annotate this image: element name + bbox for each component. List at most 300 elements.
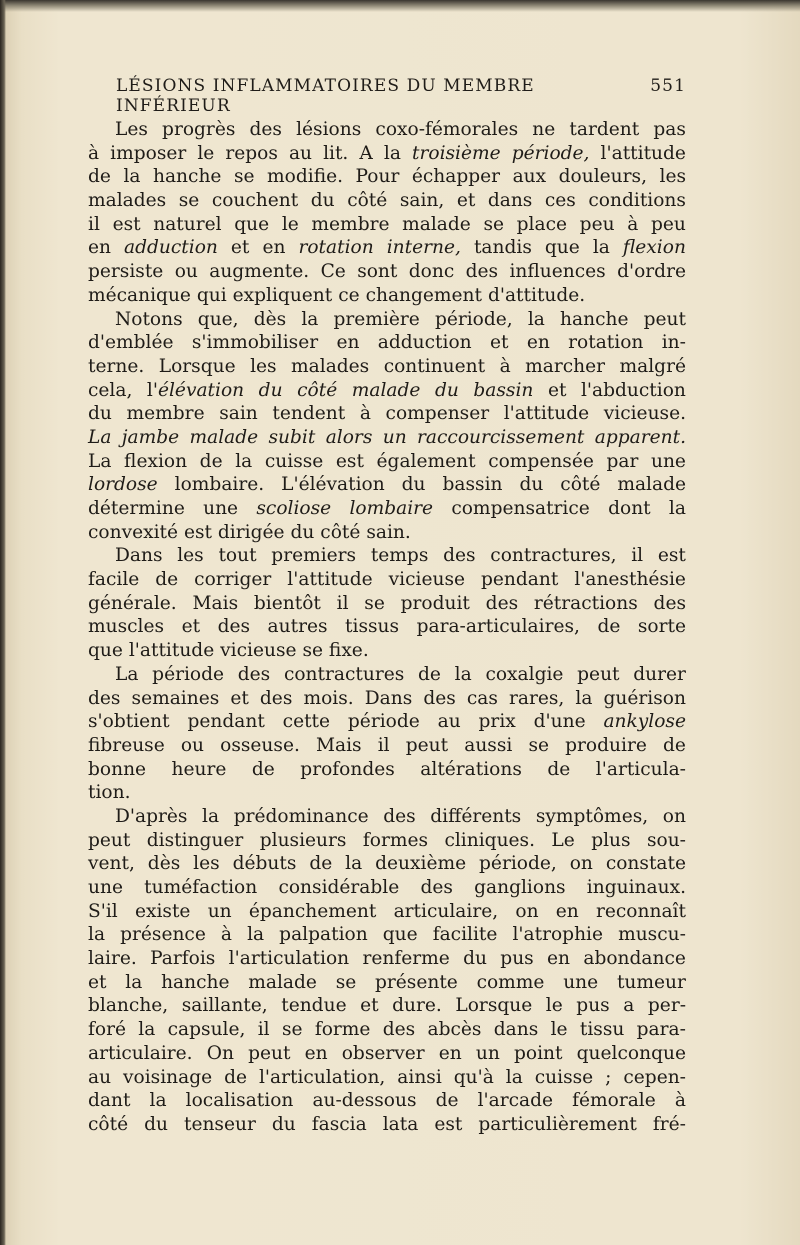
text-line	[88, 1066, 686, 1090]
word: par	[606, 450, 639, 472]
text-line	[88, 473, 686, 497]
word: côté	[560, 474, 601, 496]
word: les	[177, 545, 204, 567]
word: per-	[647, 995, 686, 1017]
text-line	[88, 615, 686, 639]
word: générale.	[88, 592, 177, 614]
word: période,	[434, 308, 513, 330]
text-line	[88, 260, 686, 284]
word: la	[125, 971, 143, 993]
word: troisième	[412, 142, 501, 164]
word: qu'à	[453, 1066, 494, 1088]
word: des	[383, 805, 416, 827]
word: fré-	[652, 1113, 686, 1135]
word: malade	[189, 426, 259, 448]
word: à	[220, 924, 232, 946]
word: interne,	[386, 237, 461, 259]
word: guérison	[603, 687, 686, 709]
word: La	[88, 426, 112, 448]
word: terne.	[88, 355, 145, 377]
text-line	[88, 758, 686, 782]
word: bientôt	[253, 592, 321, 614]
word: ankylose	[603, 711, 686, 733]
word: para-articulaires,	[416, 616, 580, 638]
word: flexion	[622, 237, 686, 259]
word: altérations	[420, 758, 522, 780]
word: peu	[650, 213, 686, 235]
word: du	[463, 948, 487, 970]
word: point	[514, 1042, 563, 1064]
word: saillante,	[181, 995, 268, 1017]
text-line	[88, 213, 686, 237]
word: mécanique	[88, 284, 191, 306]
word: ganglions	[474, 877, 566, 898]
word: constate	[605, 853, 686, 875]
book-spine-shadow	[0, 0, 6, 1245]
word: d'attitude.	[487, 284, 586, 306]
word: produire	[565, 734, 647, 756]
word: facilite	[432, 924, 498, 946]
word: coxo-fémorales	[375, 119, 519, 140]
word: en	[555, 900, 579, 922]
word: hanche	[161, 971, 230, 993]
word: des	[259, 687, 293, 709]
word: de	[155, 569, 179, 591]
word: tuméfaction	[144, 877, 258, 898]
word: à	[499, 355, 511, 377]
word: pas	[653, 119, 686, 140]
word: et	[489, 332, 509, 354]
word: la	[527, 308, 545, 330]
word: Notons	[115, 308, 183, 330]
word: Dans	[115, 545, 163, 567]
word: l'articula-	[595, 758, 686, 780]
word: lombaire.	[174, 474, 265, 496]
word: pus	[500, 948, 534, 970]
word: de	[547, 758, 571, 780]
word: des	[88, 687, 121, 709]
word: sorte	[637, 616, 686, 638]
scan-top-edge	[0, 0, 800, 12]
word: donc	[408, 261, 455, 283]
word: tion.	[88, 782, 131, 804]
word: continuent	[383, 355, 486, 377]
word: du	[519, 474, 544, 496]
word: compensatrice	[451, 498, 590, 519]
text-line	[88, 189, 686, 213]
word: l'élévation	[146, 379, 245, 401]
word: la	[88, 924, 106, 946]
word: une	[563, 971, 599, 993]
word: reconnaît	[596, 900, 686, 922]
word: sain,	[399, 190, 445, 212]
text-line	[88, 497, 686, 521]
word: place	[516, 213, 568, 235]
word: des	[423, 687, 456, 709]
word: il	[257, 1019, 270, 1041]
word: présence	[120, 924, 206, 946]
word: tout	[218, 545, 257, 567]
word: côté	[297, 379, 338, 401]
word: autres	[267, 616, 328, 638]
word: l'attitude	[287, 569, 373, 591]
word: Mais	[192, 592, 239, 614]
word: tenseur	[183, 1113, 256, 1135]
text-line	[88, 544, 686, 568]
word: aussi	[464, 734, 513, 756]
word: des	[485, 592, 519, 614]
word: adduction	[377, 332, 472, 354]
word: la	[345, 853, 363, 875]
word: est	[183, 521, 212, 543]
word: changement	[365, 284, 483, 306]
word: malades	[88, 190, 167, 212]
word: et	[230, 687, 249, 709]
word: tumeur	[616, 971, 686, 993]
text-line	[88, 402, 686, 426]
word: de	[88, 166, 111, 188]
text-line	[88, 1113, 686, 1137]
word: on	[569, 853, 593, 875]
word: du	[310, 190, 335, 212]
word: la	[592, 237, 610, 259]
word: malade	[617, 474, 686, 496]
word: expliquent	[232, 284, 333, 306]
word: période	[347, 711, 420, 733]
word: corriger	[194, 569, 272, 591]
word: du	[401, 474, 426, 496]
word: en	[88, 237, 111, 259]
word: une	[88, 877, 123, 898]
word: cela,	[88, 379, 133, 401]
text-line	[88, 379, 686, 403]
word: A	[359, 142, 373, 164]
text-line	[88, 568, 686, 592]
word: se	[364, 592, 385, 614]
word: blanche,	[88, 995, 169, 1017]
word: Lorsque	[158, 355, 236, 377]
word: fascia	[311, 1113, 367, 1135]
word: la	[505, 1066, 523, 1088]
word: sou-	[646, 829, 686, 851]
word: peu	[579, 213, 615, 235]
word: hanche	[153, 166, 222, 188]
text-line	[88, 781, 686, 805]
text-line	[88, 710, 686, 734]
word: peut	[405, 734, 449, 756]
word: rares,	[509, 687, 565, 709]
text-line	[88, 450, 686, 474]
word: d'emblée	[88, 332, 174, 354]
word: membre	[126, 403, 205, 425]
word: ;	[605, 1066, 612, 1088]
word: peut	[88, 829, 131, 851]
word: et	[230, 237, 250, 259]
word: quelconque	[576, 1042, 686, 1064]
text-line	[88, 805, 686, 829]
text-line	[88, 971, 686, 995]
text-line	[88, 663, 686, 687]
text-line	[88, 355, 686, 379]
word: qui	[196, 284, 227, 306]
word: que,	[197, 308, 239, 330]
word: Dans	[364, 687, 413, 709]
word: au-dessous	[312, 1090, 417, 1112]
word: on	[662, 805, 686, 827]
body-text	[88, 118, 686, 1137]
word: Lorsque	[455, 995, 533, 1017]
word: des	[420, 877, 453, 898]
word: le	[550, 1019, 568, 1041]
word: sont	[357, 261, 398, 283]
word: la	[202, 805, 220, 827]
word: mois.	[303, 687, 354, 709]
text-line	[88, 426, 686, 450]
word: foré	[88, 1019, 126, 1041]
word: in-	[661, 332, 686, 354]
word: débuts	[232, 853, 297, 875]
word: tandis	[473, 237, 532, 259]
word: distinguer	[146, 829, 244, 851]
word: formes	[362, 829, 429, 851]
running-title: LÉSIONS INFLAMMATOIRES DU MEMBRE INFÉRIEUR	[116, 76, 535, 116]
word: Le	[551, 829, 575, 851]
word: plusieurs	[259, 829, 347, 851]
word: influences	[509, 261, 606, 283]
word: subit	[268, 426, 316, 448]
word: que	[382, 924, 418, 946]
word: échapper	[411, 166, 501, 188]
word: adduction	[124, 237, 218, 259]
word: malade	[351, 379, 421, 401]
word: est	[335, 450, 364, 472]
word: rétractions	[533, 592, 638, 614]
word: jambe	[121, 426, 180, 448]
word: Ce	[320, 261, 346, 283]
word: des	[217, 616, 251, 638]
word: cas	[466, 687, 498, 709]
word: des	[249, 119, 282, 140]
word: laire.	[88, 948, 137, 970]
word: S'il	[88, 900, 118, 922]
word: bassin	[442, 474, 503, 496]
word: modifie.	[267, 166, 344, 188]
word: et	[88, 971, 107, 993]
word: osseuse.	[220, 734, 300, 756]
word: à	[88, 142, 100, 164]
word: en	[336, 332, 360, 354]
word: bassin	[473, 379, 534, 401]
word: côté	[88, 1113, 129, 1135]
text-line	[88, 687, 686, 711]
word: des	[237, 663, 271, 685]
word: abondance	[583, 948, 686, 970]
word: en	[547, 948, 571, 970]
word: la	[138, 1019, 156, 1041]
word: imposer	[110, 142, 187, 164]
word: durer	[633, 663, 686, 685]
word: dant	[88, 1090, 131, 1112]
word: facile	[88, 569, 140, 591]
word: forme	[314, 1019, 371, 1041]
word: cuisse	[534, 1066, 594, 1088]
word: flexion	[124, 450, 188, 472]
word: se	[483, 213, 504, 235]
word: tissu	[579, 1019, 625, 1041]
word: ne	[532, 119, 556, 140]
word: apparent.	[594, 426, 686, 448]
word: malade	[248, 971, 317, 993]
word: la	[575, 687, 593, 709]
word: membre	[311, 213, 390, 235]
word: voisinage	[123, 1066, 213, 1088]
word: conditions	[588, 190, 686, 212]
word: douleurs,	[558, 166, 647, 188]
word: se	[302, 640, 323, 662]
word: aux	[512, 166, 547, 188]
word: lordose	[88, 474, 158, 496]
word: compenser	[385, 403, 490, 425]
word: ou	[180, 734, 205, 756]
word: contractures	[283, 663, 405, 685]
word: la	[301, 308, 319, 330]
word: cepen-	[623, 1066, 686, 1088]
word: La	[88, 450, 112, 472]
word: de	[597, 616, 621, 638]
word: convexité	[88, 521, 178, 543]
word: également	[376, 450, 476, 472]
word: se	[178, 190, 200, 212]
word: marcher	[525, 355, 606, 377]
word: compensée	[488, 450, 594, 472]
word: considérable	[278, 877, 400, 898]
word: heure	[171, 758, 227, 780]
word: le	[545, 995, 563, 1017]
word: sain.	[366, 521, 411, 543]
word: côté	[320, 521, 361, 543]
word: ce	[338, 284, 360, 306]
word: progrès	[162, 119, 236, 140]
text-line	[88, 1089, 686, 1113]
word: fixe.	[328, 640, 369, 662]
word: malade	[402, 213, 471, 235]
word: période,	[479, 853, 557, 875]
word: peut	[248, 1042, 291, 1064]
word: produit	[400, 592, 470, 614]
word: différents	[430, 805, 522, 827]
text-line	[88, 900, 686, 924]
word: en	[526, 332, 550, 354]
word: para-	[636, 1019, 686, 1041]
word: s'immobiliser	[191, 332, 319, 354]
word: la	[123, 166, 141, 188]
word: alors	[325, 426, 373, 448]
word: lésions	[296, 119, 362, 140]
word: un	[475, 1042, 500, 1064]
word: pendant	[187, 711, 265, 733]
word: que	[234, 213, 270, 235]
word: L'élévation	[281, 474, 385, 496]
word: de	[199, 450, 223, 472]
text-line	[88, 118, 686, 142]
word: au	[88, 1066, 112, 1088]
word: lombaire	[349, 498, 434, 519]
word: peut	[643, 308, 686, 330]
word: un	[382, 426, 407, 448]
word: muscu-	[618, 924, 686, 946]
word: côté	[347, 190, 388, 212]
text-line	[88, 639, 686, 663]
word: ces	[544, 190, 576, 212]
word: vicieuse.	[603, 403, 686, 425]
word: scoliose	[256, 498, 332, 519]
word: D'après	[115, 805, 188, 827]
word: il	[88, 213, 100, 235]
word: symptômes,	[535, 805, 649, 827]
word: dont	[608, 498, 651, 519]
word: au	[437, 711, 461, 733]
word: fémorale	[572, 1090, 656, 1112]
word: se	[281, 1019, 303, 1041]
text-line	[88, 947, 686, 971]
word: l'atrophie	[512, 924, 603, 946]
word: et	[181, 616, 201, 638]
word: et	[360, 995, 379, 1017]
word: l'abduction	[580, 379, 686, 401]
word: épanchement	[248, 900, 377, 922]
word: rotation	[568, 332, 644, 354]
word: des	[653, 592, 686, 614]
word: l'articulation,	[258, 1066, 386, 1088]
word: la	[454, 663, 472, 685]
word: de	[435, 1090, 459, 1112]
word: le	[281, 213, 299, 235]
text-line	[88, 284, 686, 308]
word: l'arcade	[477, 1090, 554, 1112]
word: de	[662, 734, 686, 756]
word: plus	[591, 829, 631, 851]
word: muscles	[88, 616, 165, 638]
word: contractures,	[490, 545, 617, 567]
word: prédominance	[233, 805, 369, 827]
word: dans	[493, 1019, 539, 1041]
word: pendant	[481, 569, 559, 591]
word: du	[434, 379, 459, 401]
word: d'ordre	[617, 261, 686, 283]
word: à	[627, 213, 639, 235]
word: existe	[134, 900, 191, 922]
text-line	[88, 829, 686, 853]
word: localisation	[185, 1090, 294, 1112]
word: des	[465, 261, 499, 283]
word: le	[197, 142, 215, 164]
word: dure.	[392, 995, 442, 1017]
word: particulièrement	[478, 1113, 637, 1135]
word: les	[659, 166, 686, 188]
word: ainsi	[397, 1066, 442, 1088]
word: l'attitude	[600, 142, 686, 164]
word: à	[359, 403, 371, 425]
word: présente	[375, 971, 458, 993]
word: la	[235, 450, 253, 472]
word: détermine	[88, 498, 185, 519]
word: premiers	[271, 545, 357, 567]
word: que	[544, 237, 580, 259]
word: comme	[476, 971, 545, 993]
word: repos	[225, 142, 278, 164]
word: dès	[147, 853, 181, 875]
word: vent,	[88, 853, 135, 875]
